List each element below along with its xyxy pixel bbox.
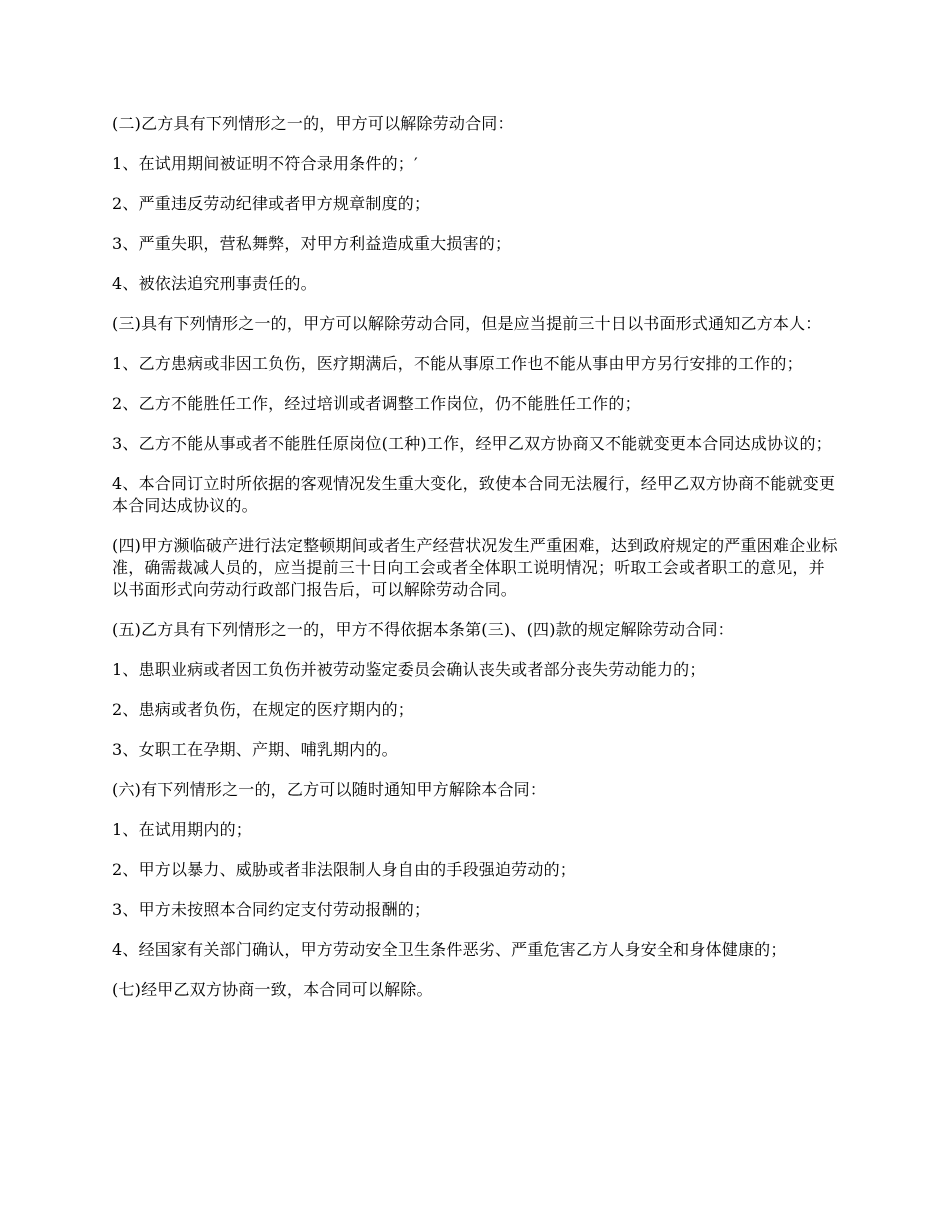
section-6-item-4: 4、经国家有关部门确认，甲方劳动安全卫生条件恶劣、严重危害乙方人身安全和身体健康的； <box>112 940 787 959</box>
section-5-item-3: 3、女职工在孕期、产期、哺乳期内的。 <box>112 740 398 759</box>
section-6-heading: (六)有下列情形之一的，乙方可以随时通知甲方解除本合同： <box>112 780 547 799</box>
document-body <box>112 113 840 1019</box>
section-4-paragraph: (四)甲方濒临破产进行法定整顿期间或者生产经营状况发生严重困难，达到政府规定的严重困难企业标准，确需裁减人员的，应当提前三十日向工会或者全体职工说明情况；听取工会或者职工的意见，并以书面形式向劳动行政部门报告后，可以解除劳动合同。 <box>112 536 838 599</box>
section-3-item-2: 2、乙方不能胜任工作，经过培训或者调整工作岗位，仍不能胜任工作的； <box>112 394 641 413</box>
section-6-item-2: 2、甲方以暴力、威胁或者非法限制人身自由的手段强迫劳动的； <box>112 860 576 879</box>
section-2-item-1: 1、在试用期间被证明不符合录用条件的；′ <box>112 154 418 173</box>
section-7-paragraph: (七)经甲乙双方协商一致，本合同可以解除。 <box>112 980 433 999</box>
section-5-heading: (五)乙方具有下列情形之一的，甲方不得依据本条第(三)、(四)款的规定解除劳动合同： <box>112 620 734 639</box>
section-5-item-2: 2、患病或者负伤，在规定的医疗期内的； <box>112 700 414 719</box>
section-3-item-3: 3、乙方不能从事或者不能胜任原岗位(工种)工作，经甲乙双方协商又不能就变更本合同达成协议的； <box>112 434 832 453</box>
section-2-item-4: 4、被依法追究刑事责任的。 <box>112 274 317 293</box>
section-2-heading: (二)乙方具有下列情形之一的，甲方可以解除劳动合同： <box>112 114 514 133</box>
section-3-heading: (三)具有下列情形之一的，甲方可以解除劳动合同，但是应当提前三十日以书面形式通知乙方本人： <box>112 314 822 333</box>
section-2-item-3: 3、严重失职，营私舞弊，对甲方利益造成重大损害的； <box>112 234 512 253</box>
section-6-item-3: 3、甲方未按照本合同约定支付劳动报酬的； <box>112 900 431 919</box>
section-2-item-2: 2、严重违反劳动纪律或者甲方规章制度的； <box>112 194 431 213</box>
section-3-item-1: 1、乙方患病或非因工负伤，医疗期满后，不能从事原工作也不能从事由甲方另行安排的工作的； <box>112 354 803 373</box>
section-3-item-4: 4、本合同订立时所依据的客观情况发生重大变化，致使本合同无法履行，经甲乙双方协商不能就变更本合同达成协议的。 <box>112 474 836 515</box>
section-5-item-1: 1、患职业病或者因工负伤并被劳动鉴定委员会确认丧失或者部分丧失劳动能力的； <box>112 660 706 679</box>
section-6-item-1: 1、在试用期内的； <box>112 820 252 839</box>
